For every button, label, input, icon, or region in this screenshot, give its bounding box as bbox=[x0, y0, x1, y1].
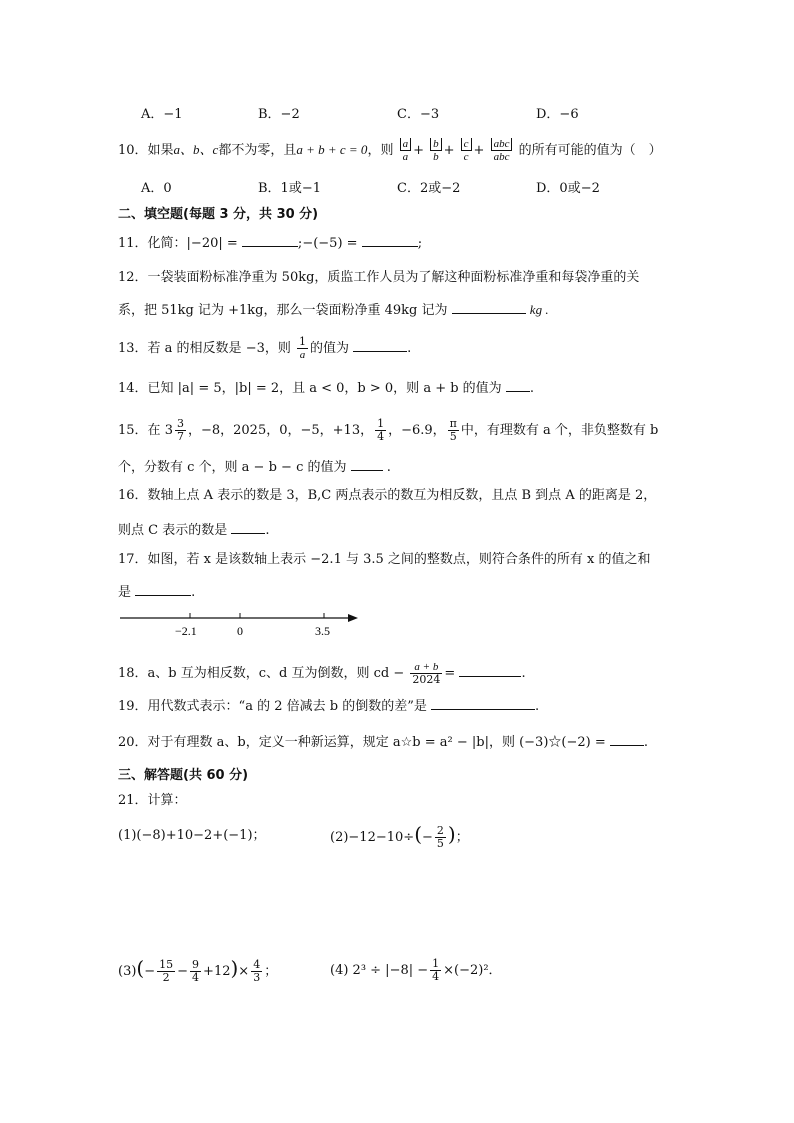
q17-number-line bbox=[118, 608, 368, 644]
q11-blank-1[interactable] bbox=[242, 232, 298, 247]
q19-question: 19．用代数式表示：“a 的 2 倍减去 b 的倒数的差”是 . bbox=[118, 695, 539, 717]
label-3-5: 3.5 bbox=[315, 624, 330, 638]
q19-blank[interactable] bbox=[431, 695, 535, 710]
q15-frac-quarter: $\frac{1}{4}$ bbox=[377, 417, 385, 443]
q16-line-1: 16．数轴上点 A 表示的数是 3，B,C 两点表示的数互为相反数，且点 B 到点 A 的距离是 2， bbox=[118, 488, 657, 503]
q15-frac-pi: $\frac{\pi}{5}$ bbox=[449, 417, 457, 443]
q13-question: 13．若 a 的相反数是 −3，则 $\frac{1}{a}$ 的值为 . bbox=[118, 335, 412, 361]
q18-question: 18．a、b 互为相反数，c、d 互为倒数，则 cd − $\frac{a + b}{2024}$ = . bbox=[118, 661, 526, 686]
q10-frac-a: $\frac{a}{a}$ bbox=[400, 138, 412, 163]
q16-line-2: 则点 C 表示的数是 . bbox=[118, 519, 270, 541]
q9-option-d: D．−6 bbox=[536, 107, 579, 122]
q9-option-b: B．−2 bbox=[258, 107, 300, 122]
label-neg2-1: −2.1 bbox=[175, 624, 197, 638]
q18-fraction: $\frac{a + b}{2024}$ bbox=[412, 661, 441, 686]
q21-part-4: (4) 2³ ÷ |−8| − $\frac{1}{4}$ ×(−2)²． bbox=[330, 957, 502, 983]
q15-line-2: 个，分数有 c 个，则 a − b − c 的值为 . bbox=[118, 456, 391, 478]
q14-blank[interactable] bbox=[506, 377, 530, 392]
q15-mixed-frac: $\frac{3}{7}$ bbox=[176, 417, 184, 443]
number-line-arrow-icon bbox=[348, 614, 358, 622]
q9-option-c: C．−3 bbox=[397, 107, 440, 122]
q12-line-1: 12．一袋装面粉标准净重为 50kg，质监工作人员为了解这种面粉标准净重和每袋净重的关 bbox=[118, 270, 640, 285]
q15-blank[interactable] bbox=[351, 456, 383, 471]
q10-question: 10．如果a、b、c都不为零，且a + b + c = 0，则 $\frac{a}{a}$ + $\frac{b}{b}$ + $\frac{c}{c}$ + $\frac{\text{abc}}{\text{abc}}$ 的所有可能的值为（ ） bbox=[118, 138, 662, 163]
q20-blank[interactable] bbox=[610, 731, 644, 746]
q13-blank[interactable] bbox=[353, 337, 407, 352]
q10-option-b: B．1或−1 bbox=[258, 181, 321, 196]
q18-blank[interactable] bbox=[459, 662, 521, 677]
q10-option-d: D．0或−2 bbox=[536, 181, 600, 196]
q14-question: 14．已知 |a| = 5，|b| = 2，且 a < 0，b > 0，则 a + b 的值为 . bbox=[118, 377, 534, 399]
q11-blank-2[interactable] bbox=[362, 232, 418, 247]
q10-frac-b: $\frac{b}{b}$ bbox=[430, 138, 442, 163]
q10-frac-abc: $\frac{\text{abc}}{\text{abc}}$ bbox=[491, 138, 513, 163]
q21-part-3: (3)(− $\frac{15}{2}$ − $\frac{9}{4}$ +12)× $\frac{4}{3}$ ； bbox=[118, 956, 278, 984]
q10-frac-c: $\frac{c}{c}$ bbox=[461, 138, 472, 163]
q21-title: 21．计算： bbox=[118, 793, 187, 808]
q15-line-1: 15．在 3 $\frac{3}{7}$ ，−8，2025，0，−5，+13， $\frac{1}{4}$ ，−6.9， $\frac{\pi}{5}$ 中，有理数有 a 个，非负整数有 b bbox=[118, 417, 659, 443]
q21-p2-frac: $\frac{2}{5}$ bbox=[436, 824, 444, 850]
q10-option-c: C．2或−2 bbox=[397, 181, 461, 196]
q16-blank[interactable] bbox=[231, 519, 265, 534]
q21-part-1: (1)(−8)+10−2+(−1)； bbox=[118, 828, 266, 843]
q11-question: 11．化简：|−20| = ;−(−5) = ; bbox=[118, 232, 422, 254]
q12-line-2: 系，把 51kg 记为 +1kg，那么一袋面粉净重 49kg 记为 kg . bbox=[118, 299, 549, 321]
q9-option-a: A．−1 bbox=[141, 107, 183, 122]
q17-line-2: 是 . bbox=[118, 581, 195, 603]
q10-option-a: A．0 bbox=[141, 181, 172, 196]
q12-blank[interactable] bbox=[452, 299, 526, 314]
section-solve-heading: 三、解答题(共 60 分) bbox=[118, 768, 249, 783]
section-fill-blank-heading: 二、填空题(每题 3 分，共 30 分) bbox=[118, 207, 319, 222]
q17-line-1: 17．如图，若 x 是该数轴上表示 −2.1 与 3.5 之间的整数点，则符合条件的所有 x 的值之和 bbox=[118, 552, 651, 567]
q17-blank[interactable] bbox=[135, 581, 191, 596]
label-0: 0 bbox=[237, 624, 243, 638]
q13-fraction: $\frac{1}{a}$ bbox=[299, 335, 306, 361]
q20-question: 20．对于有理数 a、b，定义一种新运算，规定 a☆b = a² − |b|，则 (−3)☆(−2) = . bbox=[118, 731, 648, 753]
q21-part-2: (2)−12−10÷(− $\frac{2}{5}$ )； bbox=[330, 822, 469, 850]
